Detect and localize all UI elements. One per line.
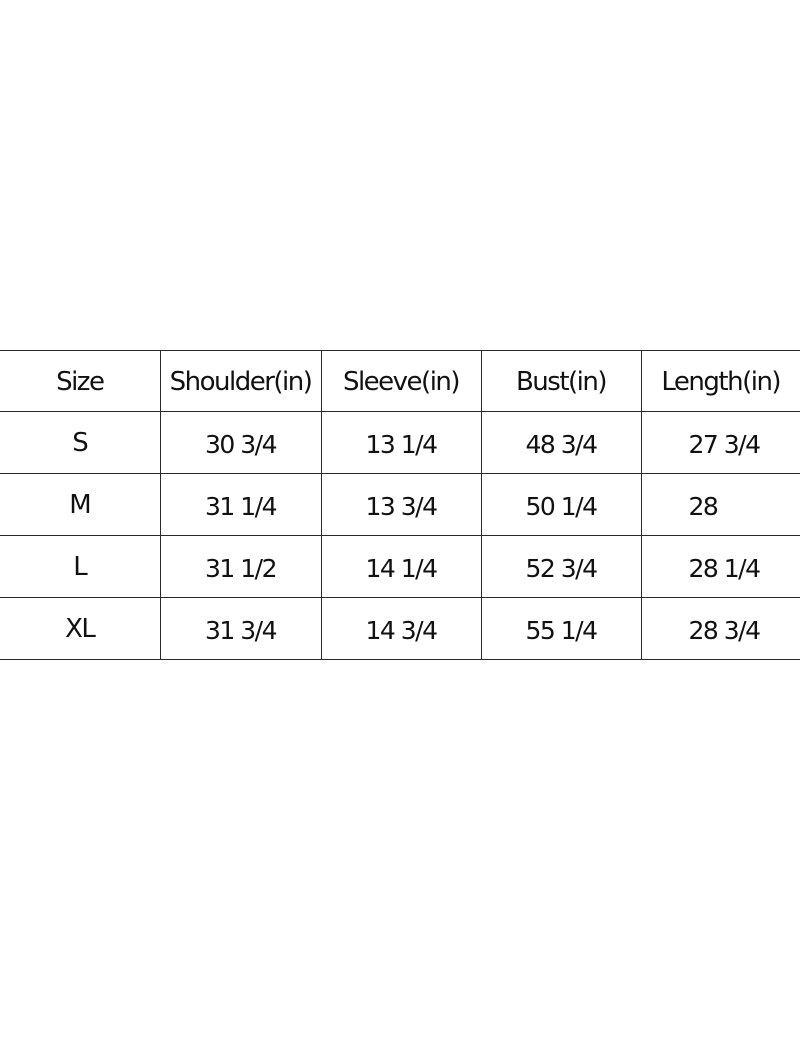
length-cell: 28 1/4 <box>641 536 800 598</box>
table-row <box>0 598 800 660</box>
size-cell: M <box>0 474 160 536</box>
length-cell: 27 3/4 <box>641 412 800 474</box>
shoulder-cell: 31 3/4 <box>160 598 321 660</box>
bust-cell: 48 3/4 <box>481 412 641 474</box>
size-cell: L <box>0 536 160 598</box>
sleeve-cell: 14 1/4 <box>321 536 481 598</box>
header-size: Size <box>0 351 160 412</box>
sleeve-cell: 14 3/4 <box>321 598 481 660</box>
table-body <box>0 412 800 660</box>
sleeve-cell: 13 1/4 <box>321 412 481 474</box>
length-cell: 28 <box>641 474 800 536</box>
bust-cell: 55 1/4 <box>481 598 641 660</box>
length-cell: 28 3/4 <box>641 598 800 660</box>
bust-cell: 50 1/4 <box>481 474 641 536</box>
shoulder-cell: 31 1/4 <box>160 474 321 536</box>
table-row <box>0 412 800 474</box>
size-chart-table <box>0 350 800 660</box>
header-bust: Bust(in) <box>481 351 641 412</box>
shoulder-cell: 30 3/4 <box>160 412 321 474</box>
header-shoulder: Shoulder(in) <box>160 351 321 412</box>
sleeve-cell: 13 3/4 <box>321 474 481 536</box>
header-sleeve: Sleeve(in) <box>321 351 481 412</box>
size-cell: S <box>0 412 160 474</box>
table-row <box>0 536 800 598</box>
bust-cell: 52 3/4 <box>481 536 641 598</box>
header-length: Length(in) <box>641 351 800 412</box>
table-row <box>0 474 800 536</box>
shoulder-cell: 31 1/2 <box>160 536 321 598</box>
table-header <box>0 351 800 412</box>
size-cell: XL <box>0 598 160 660</box>
header-row <box>0 351 800 412</box>
